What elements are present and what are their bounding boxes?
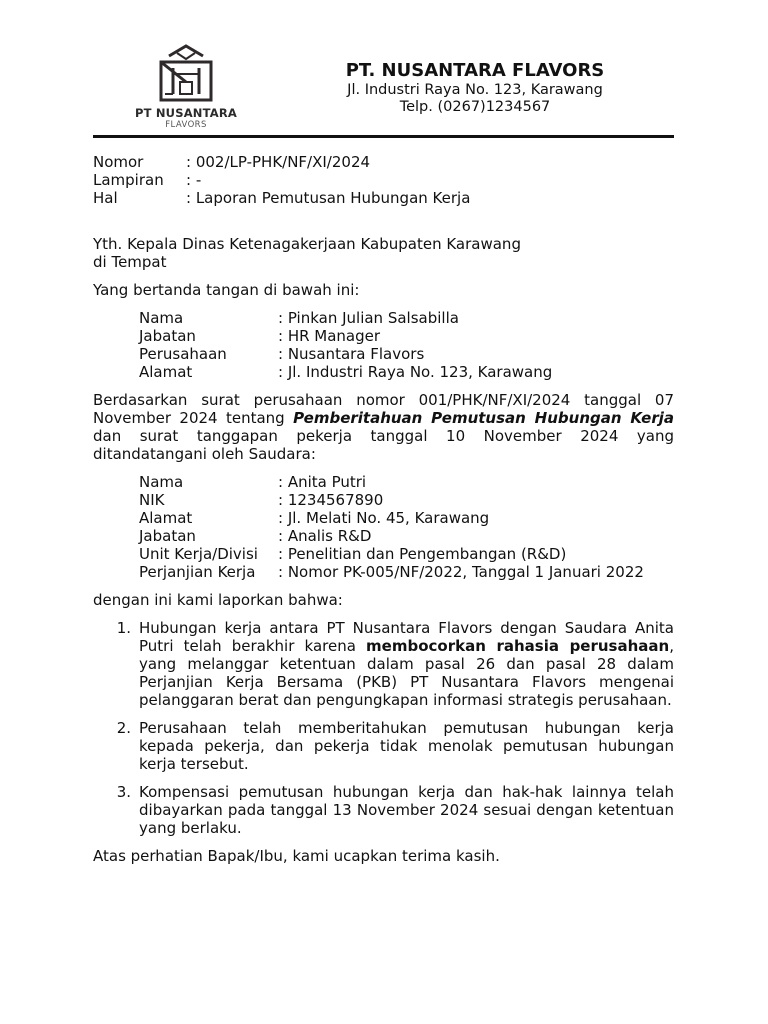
employee-value: : Penelitian dan Pengembangan (R&D) — [278, 545, 567, 563]
meta-value: : Laporan Pemutusan Hubungan Kerja — [186, 189, 471, 207]
spacer — [93, 381, 674, 391]
point-text: Kompensasi pemutusan hubungan kerja dan hak-hak lainnya telah dibayarkan pada tanggal 13 November 2024 sesuai dengan ketentuan yang berlaku. — [139, 783, 674, 837]
meta-value: : 002/LP-PHK/NF/XI/2024 — [186, 153, 371, 171]
employee-details — [93, 473, 674, 581]
signer-details — [93, 309, 674, 381]
meta-row — [93, 153, 674, 171]
point-text: Perusahaan telah memberitahukan pemutusan hubungan kerja kepada pekerja, dan pekerja tidak menolak pemutusan hubungan kerja tersebut. — [139, 719, 674, 773]
closing-text: Atas perhatian Bapak/Ibu, kami ucapkan terima kasih. — [93, 847, 500, 865]
spacer — [93, 299, 674, 309]
intro-text: Yang bertanda tangan di bawah ini: — [93, 281, 360, 299]
company-name: PT. NUSANTARA FLAVORS — [345, 60, 605, 81]
signer-row — [139, 345, 674, 363]
spacer — [93, 463, 674, 473]
employee-value: : Jl. Melati No. 45, Karawang — [278, 509, 490, 527]
basis-emphasis: Pemberitahuan Pemutusan Hubungan Kerja — [293, 409, 674, 427]
logo-company-name: PT NUSANTARA — [134, 106, 238, 120]
spacer — [93, 207, 674, 235]
employee-label: Nama — [139, 473, 184, 491]
point-number: 3. — [116, 783, 131, 801]
logo-company-subtitle: FLAVORS — [165, 120, 207, 130]
basis-text-part-2: dan surat tanggapan pekerja tanggal 10 November 2024 yang ditandatangani oleh Saudara: — [93, 427, 674, 463]
signer-value: : Jl. Industri Raya No. 123, Karawang — [278, 363, 553, 381]
signer-row — [139, 309, 674, 327]
letter-body — [93, 153, 674, 865]
list-item — [93, 783, 674, 837]
point-number: 2. — [116, 719, 131, 737]
spacer — [93, 609, 674, 619]
signer-label: Alamat — [139, 363, 193, 381]
employee-label: Unit Kerja/Divisi — [139, 545, 258, 563]
employee-label: Perjanjian Kerja — [139, 563, 256, 581]
report-intro: dengan ini kami laporkan bahwa: — [93, 591, 343, 609]
company-info — [303, 60, 647, 116]
employee-row — [139, 491, 674, 509]
meta-row — [93, 189, 674, 207]
employee-value: : Analis R&D — [278, 527, 372, 545]
report-points — [93, 619, 674, 837]
point-text-part-2: , yang melanggar ketentuan dalam pasal 26 dan pasal 28 dalam Perjanjian Kerja Bersama (PKB) PT Nusantara Flavors mengenai pelanggaran berat dan pengungkapan informasi strategis perusahaan. — [139, 637, 674, 709]
employee-label: Jabatan — [139, 527, 196, 545]
meta-row — [93, 171, 674, 189]
company-phone: Telp. (0267)1234567 — [399, 99, 551, 115]
point-bold-text: membocorkan rahasia perusahaan — [366, 637, 670, 655]
signer-value: : HR Manager — [278, 327, 381, 345]
point-number: 1. — [116, 619, 131, 637]
employee-value: : 1234567890 — [278, 491, 384, 509]
employee-value: : Anita Putri — [278, 473, 367, 491]
meta-value: : - — [186, 171, 202, 189]
point-text — [139, 619, 674, 709]
employee-row — [139, 509, 674, 527]
employee-row — [139, 527, 674, 545]
employee-row — [139, 563, 674, 581]
signer-label: Jabatan — [139, 327, 196, 345]
point-text-part-1: Hubungan kerja antara PT Nusantara Flavors dengan Saudara Anita Putri telah berakhir karena — [139, 619, 674, 655]
spacer — [93, 581, 674, 591]
company-address: Jl. Industri Raya No. 123, Karawang — [347, 82, 603, 98]
signer-value: : Pinkan Julian Salsabilla — [278, 309, 459, 327]
company-logo — [131, 44, 241, 130]
employee-value: : Nomor PK-005/NF/2022, Tanggal 1 Januari 2022 — [278, 563, 644, 581]
spacer — [93, 271, 674, 281]
meta-label: Hal — [93, 189, 118, 207]
list-item — [93, 619, 674, 709]
employee-label: NIK — [139, 491, 165, 509]
letterhead — [93, 40, 674, 135]
basis-text-part-1: Berdasarkan surat perusahaan nomor 001/PHK/NF/XI/2024 tanggal 07 November 2024 tentang — [93, 391, 674, 427]
list-item — [93, 719, 674, 773]
employee-row — [139, 545, 674, 563]
employee-label: Alamat — [139, 509, 193, 527]
signer-label: Nama — [139, 309, 184, 327]
basis-paragraph — [93, 391, 674, 463]
signer-value: : Nusantara Flavors — [278, 345, 425, 363]
signer-row — [139, 363, 674, 381]
meta-label: Lampiran — [93, 171, 164, 189]
meta-label: Nomor — [93, 153, 144, 171]
employee-row — [139, 473, 674, 491]
recipient-line-2: di Tempat — [93, 253, 167, 271]
letterhead-divider — [93, 135, 674, 138]
signer-row — [139, 327, 674, 345]
recipient-line-1: Yth. Kepala Dinas Ketenagakerjaan Kabupaten Karawang — [93, 235, 521, 253]
signer-label: Perusahaan — [139, 345, 227, 363]
letter-meta — [93, 153, 674, 207]
logo-mark-icon — [147, 44, 225, 104]
